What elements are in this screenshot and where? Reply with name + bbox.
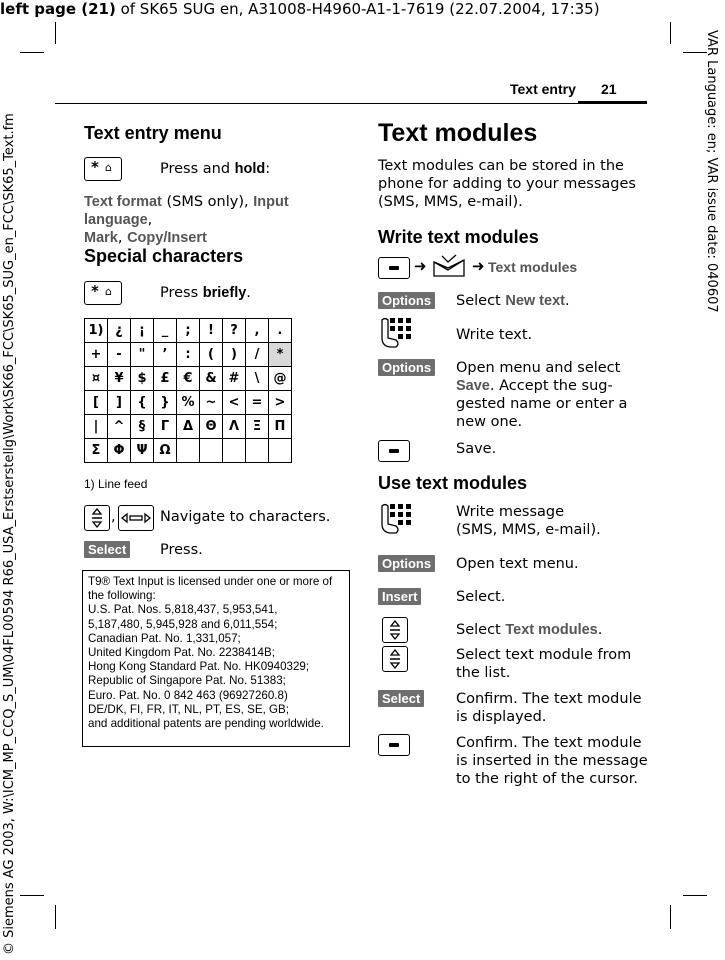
char-cell: ¡ — [131, 319, 154, 343]
t9-notice-box — [82, 570, 350, 747]
char-cell: ; — [177, 319, 200, 343]
dot-label: . — [564, 293, 570, 309]
crop-mark — [55, 22, 56, 44]
dot-label-2: . — [597, 622, 603, 638]
save-text: Save. — [456, 441, 497, 457]
intro-text — [378, 157, 636, 211]
select-text-modules — [456, 621, 602, 639]
char-cell: \ — [246, 367, 269, 391]
char-cell: @ — [269, 367, 292, 391]
crop-mark — [55, 905, 56, 929]
running-head-rule-thick — [578, 101, 647, 104]
char-cell: ^ — [108, 415, 131, 439]
save-item: Save — [456, 378, 490, 394]
crop-mark — [670, 905, 671, 929]
char-cell: ] — [108, 391, 131, 415]
confirm-line: is inserted in the message — [456, 753, 648, 769]
char-cell: ? — [223, 319, 246, 343]
press-and-label: Press and — [160, 161, 235, 177]
text-format-item: Text format — [84, 194, 162, 210]
footnote: 1) Line feed — [84, 477, 148, 491]
char-cell: € — [177, 367, 200, 391]
keypad-hand-icon-2 — [378, 502, 412, 540]
char-table-row — [85, 391, 292, 415]
open-menu-line: gested name or enter a — [456, 396, 628, 412]
char-cell: Π — [269, 415, 292, 439]
char-cell: Λ — [223, 415, 246, 439]
char-cell: 1) — [85, 319, 108, 343]
print-header-bold: left page (21) — [0, 0, 116, 18]
char-cell: Ξ — [246, 415, 269, 439]
char-cell: Ω — [154, 439, 177, 463]
menu-key-icon-2 — [378, 440, 410, 462]
options-softkey-3[interactable]: Options — [378, 555, 435, 572]
char-table-row — [85, 319, 292, 343]
t9-notice-line: 5,187,480, 5,945,928 and 6,011,554; — [88, 617, 278, 631]
select-softkey[interactable]: Select — [84, 541, 130, 558]
char-cell: } — [154, 391, 177, 415]
special-characters-heading: Special characters — [84, 246, 244, 266]
insert-item: Insert — [167, 230, 207, 246]
char-cell: { — [131, 391, 154, 415]
comma-label: , — [147, 212, 153, 228]
select-label: Select — [456, 293, 506, 309]
text-entry-menu-heading: Text entry menu — [84, 123, 222, 143]
intro-line: Text modules can be stored in the — [378, 158, 624, 174]
char-cell: ! — [200, 319, 223, 343]
t9-notice-line: Canadian Pat. No. 1,331,057; — [88, 631, 241, 645]
colon-label: : — [265, 161, 271, 177]
select-text: Select. — [456, 589, 506, 605]
special-characters-table — [84, 318, 292, 463]
confirm-inserted-text — [456, 734, 648, 788]
char-cell: Ψ — [131, 439, 154, 463]
briefly-label: briefly — [202, 285, 247, 301]
char-cell: + — [85, 343, 108, 367]
char-cell: : — [177, 343, 200, 367]
crop-mark — [683, 895, 707, 896]
confirm-displayed-text — [456, 690, 642, 726]
messages-envelope-icon — [432, 254, 466, 284]
char-cell: | — [85, 415, 108, 439]
comma-label-2: , — [117, 230, 128, 246]
select-from-line: the list. — [456, 665, 511, 681]
char-cell — [246, 439, 269, 463]
write-message-line: (SMS, MMS, e-mail). — [456, 522, 601, 538]
char-cell — [177, 439, 200, 463]
char-cell: Φ — [108, 439, 131, 463]
path-arrow-icon-2: ➜ — [472, 257, 485, 275]
running-head-page: 21 — [601, 81, 617, 97]
char-cell: - — [108, 343, 131, 367]
char-table-row — [85, 343, 292, 367]
char-cell: & — [200, 367, 223, 391]
options-softkey[interactable]: Options — [378, 292, 435, 309]
char-cell: * — [269, 343, 292, 367]
char-cell: ) — [223, 343, 246, 367]
open-menu-line: Accept the sug- — [499, 378, 613, 394]
char-cell: _ — [154, 319, 177, 343]
intro-line: phone for adding to your messages — [378, 176, 636, 192]
new-text-item: New text — [505, 293, 565, 309]
navigation-up-down-key-icon — [84, 505, 110, 531]
char-cell: ’ — [154, 343, 177, 367]
t9-notice-line: Euro. Pat. No. 0 842 463 (96927260.8) — [88, 688, 288, 702]
text-modules-title: Text modules — [378, 119, 538, 147]
crop-mark — [20, 52, 44, 53]
write-text-modules-heading: Write text modules — [378, 227, 539, 247]
crop-mark — [20, 895, 44, 896]
running-head-title: Text entry — [510, 81, 576, 97]
char-cell: ¥ — [108, 367, 131, 391]
use-text-modules-heading: Use text modules — [378, 473, 528, 493]
char-cell: > — [269, 391, 292, 415]
open-menu-line: new one. — [456, 414, 523, 430]
press-label: Press — [160, 285, 203, 301]
mark-item: Mark — [84, 230, 118, 246]
char-cell: [ — [85, 391, 108, 415]
confirm-line: Confirm. The text module — [456, 735, 642, 751]
char-cell: , — [246, 319, 269, 343]
char-cell: £ — [154, 367, 177, 391]
menu-key-icon-3 — [378, 734, 410, 756]
navigation-left-right-key-icon — [118, 505, 154, 531]
press-briefly-text — [160, 284, 251, 302]
char-cell: . — [269, 319, 292, 343]
select-softkey-2[interactable]: Select — [378, 690, 424, 707]
confirm-line: to the right of the cursor. — [456, 771, 639, 787]
press-text: Press. — [160, 542, 203, 558]
char-cell — [223, 439, 246, 463]
t9-notice-line: United Kingdom Pat. No. 2238414B; — [88, 646, 275, 660]
star-key-icon: * ⌂ — [84, 157, 122, 181]
path-arrow-icon: ➜ — [414, 257, 427, 275]
write-message-text — [456, 503, 601, 539]
intro-line: (SMS, MMS, e-mail). — [378, 194, 523, 210]
t9-notice-line: DE/DK, FI, FR, IT, NL, PT, ES, SE, GB; — [88, 702, 289, 716]
hold-label: hold — [234, 161, 266, 177]
copy-item: Copy — [127, 230, 164, 246]
side-text-right-label: VAR Language: en; VAR issue date: 040607 — [704, 30, 719, 313]
select-new-text — [456, 292, 570, 310]
keypad-hand-icon — [378, 316, 412, 354]
side-text-right — [705, 30, 721, 630]
t9-notice-line: Hong Kong Standard Pat. No. HK0940329; — [88, 660, 310, 674]
write-text: Write text. — [456, 327, 533, 343]
char-cell: ( — [200, 343, 223, 367]
slash-label: / — [163, 230, 168, 246]
char-cell — [200, 439, 223, 463]
open-text-menu-text: Open text menu. — [456, 556, 579, 572]
open-menu-line: Open menu and select — [456, 360, 621, 376]
print-header-rest: of SK65 SUG en, A31008-H4960-A1-1-7619 (22.07.2004, 17:35) — [115, 0, 600, 18]
confirm-line: Confirm. The text module — [456, 691, 642, 707]
char-cell: = — [246, 391, 269, 415]
char-cell: $ — [131, 367, 154, 391]
options-softkey-2[interactable]: Options — [378, 359, 435, 376]
char-cell: Γ — [154, 415, 177, 439]
confirm-line: is displayed. — [456, 709, 547, 725]
char-cell: % — [177, 391, 200, 415]
crop-mark — [670, 22, 671, 44]
select-label-2: Select — [456, 622, 506, 638]
t9-notice-line: U.S. Pat. Nos. 5,818,437, 5,953,541, — [88, 603, 278, 617]
menu-items-text — [84, 193, 354, 247]
select-from-list-text — [456, 646, 631, 682]
comma-separator: , — [111, 509, 116, 525]
char-cell: # — [223, 367, 246, 391]
select-from-line: Select text module from — [456, 647, 632, 663]
star-key-icon-2: * ⌂ — [84, 281, 122, 305]
save-period: . — [489, 378, 500, 394]
char-cell — [269, 439, 292, 463]
sms-only-label: (SMS only), — [161, 194, 254, 210]
char-cell: ~ — [200, 391, 223, 415]
char-cell: < — [223, 391, 246, 415]
insert-softkey[interactable]: Insert — [378, 588, 421, 605]
open-menu-text — [456, 359, 627, 431]
path-text-modules-label: Text modules — [488, 259, 578, 275]
char-cell: § — [131, 415, 154, 439]
text-modules-item: Text modules — [505, 622, 598, 638]
char-cell: Δ — [177, 415, 200, 439]
char-table-row — [85, 415, 292, 439]
char-cell: ¿ — [108, 319, 131, 343]
print-header — [0, 0, 600, 18]
char-table-row — [85, 439, 292, 463]
char-cell: " — [131, 343, 154, 367]
write-message-line: Write message — [456, 504, 565, 520]
t9-notice-line: T9® Text Input is licensed under one or more of — [88, 575, 333, 588]
navigation-up-down-key-icon-2 — [382, 617, 408, 643]
char-cell: / — [246, 343, 269, 367]
char-table-row — [85, 367, 292, 391]
char-cell: ¤ — [85, 367, 108, 391]
running-head-rule — [55, 103, 647, 104]
t9-notice-line: Republic of Singapore Pat. No. 51383; — [88, 674, 286, 688]
t9-notice-line: and additional patents are pending worldwide. — [88, 717, 324, 731]
t9-notice-line: the following: — [88, 589, 156, 603]
char-cell: Σ — [85, 439, 108, 463]
period-label: . — [246, 285, 251, 301]
press-and-hold-text — [160, 160, 270, 178]
navigation-up-down-key-icon-3 — [382, 646, 408, 672]
input-language-item: Input language — [84, 194, 289, 228]
menu-key-icon — [378, 257, 410, 279]
side-text-left-label: © Siemens AG 2003, W:\ICM_MP_CCQ_S_UM\04FL00594 R66_USA_Erstserstellg\Work\SK66_FCC\SK65_SUG_en_FCC\SK65_Text.fm — [2, 113, 17, 955]
char-cell: Θ — [200, 415, 223, 439]
navigate-text: Navigate to characters. — [160, 509, 331, 525]
